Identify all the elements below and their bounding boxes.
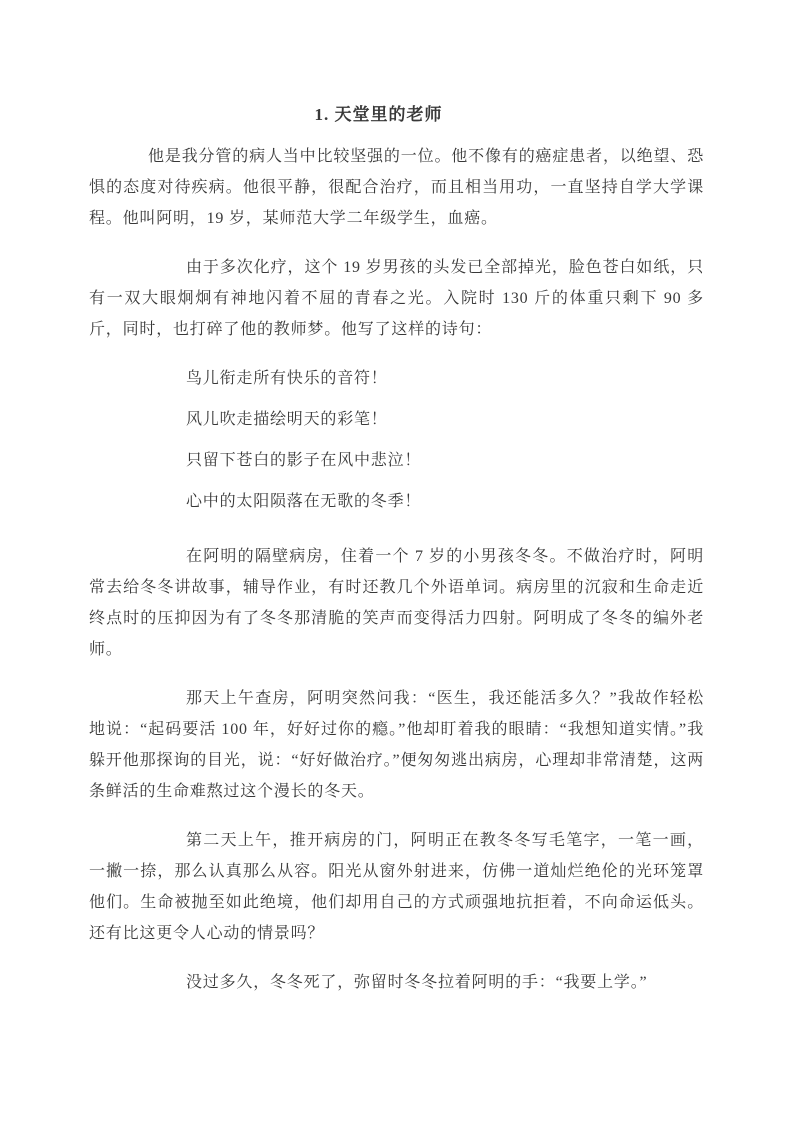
paragraph-ending: 没过多久，冬冬死了，弥留时冬冬拉着阿明的手：“我要上学。” [186,974,648,991]
paragraph-intro: 他是我分管的病人当中比较坚强的一位。他不像有的癌症患者，以绝望、恐惧的态度对待疾病。他很平静，很配合治疗，而且相当用功，一直坚持自学大学课程。他叫阿明，19 岁，某师范大学二年级学生，血癌。 [89,148,704,227]
poem-line-1: 鸟儿衔走所有快乐的音符！ [186,370,388,387]
doc-title: 1. 天堂里的老师 [314,105,443,124]
poem-line-3: 只留下苍白的影子在风中悲泣！ [186,452,422,469]
poem-line-2: 风儿吹走描绘明天的彩笔！ [186,411,388,428]
paragraph-ward-round: 那天上午查房，阿明突然问我：“医生，我还能活多久？”我故作轻松地说：“起码要活 100 年，好好过你的瘾。”他却盯着我的眼睛：“我想知道实情。”我躲开他那探询的目光，说：“好好做治疗。”便匆匆逃出病房，心理却非常清楚，这两条鲜活的生命难熬过这个漫长的冬天。 [89,690,704,800]
paragraph-dongdong: 在阿明的隔壁病房，住着一个 7 岁的小男孩冬冬。不做治疗时，阿明常去给冬冬讲故事，辅导作业，有时还教几个外语单词。病房里的沉寂和生命走近终点时的压抑因为有了冬冬那清脆的笑声而变得活力四射。阿明成了冬冬的编外老师。 [89,548,704,658]
poem-line-4: 心中的太阳陨落在无歌的冬季！ [186,493,422,510]
paragraph-chemo: 由于多次化疗，这个 19 岁男孩的头发已全部掉光，脸色苍白如纸，只有一双大眼炯炯有神地闪着不屈的青春之光。入院时 130 斤的体重只剩下 90 多斤，同时，也打碎了他的教师梦。他写了这样的诗句： [89,259,704,338]
paragraph-calligraphy: 第二天上午，推开病房的门，阿明正在教冬冬写毛笔字，一笔一画，一撇一捺，那么认真那么从容。阳光从窗外射进来，仿佛一道灿烂绝伦的光环笼罩他们。生命被抛至如此绝境，他们却用自己的方式顽强地抗拒着，不向命运低头。还有比这更令人心动的情景吗？ [89,832,704,942]
